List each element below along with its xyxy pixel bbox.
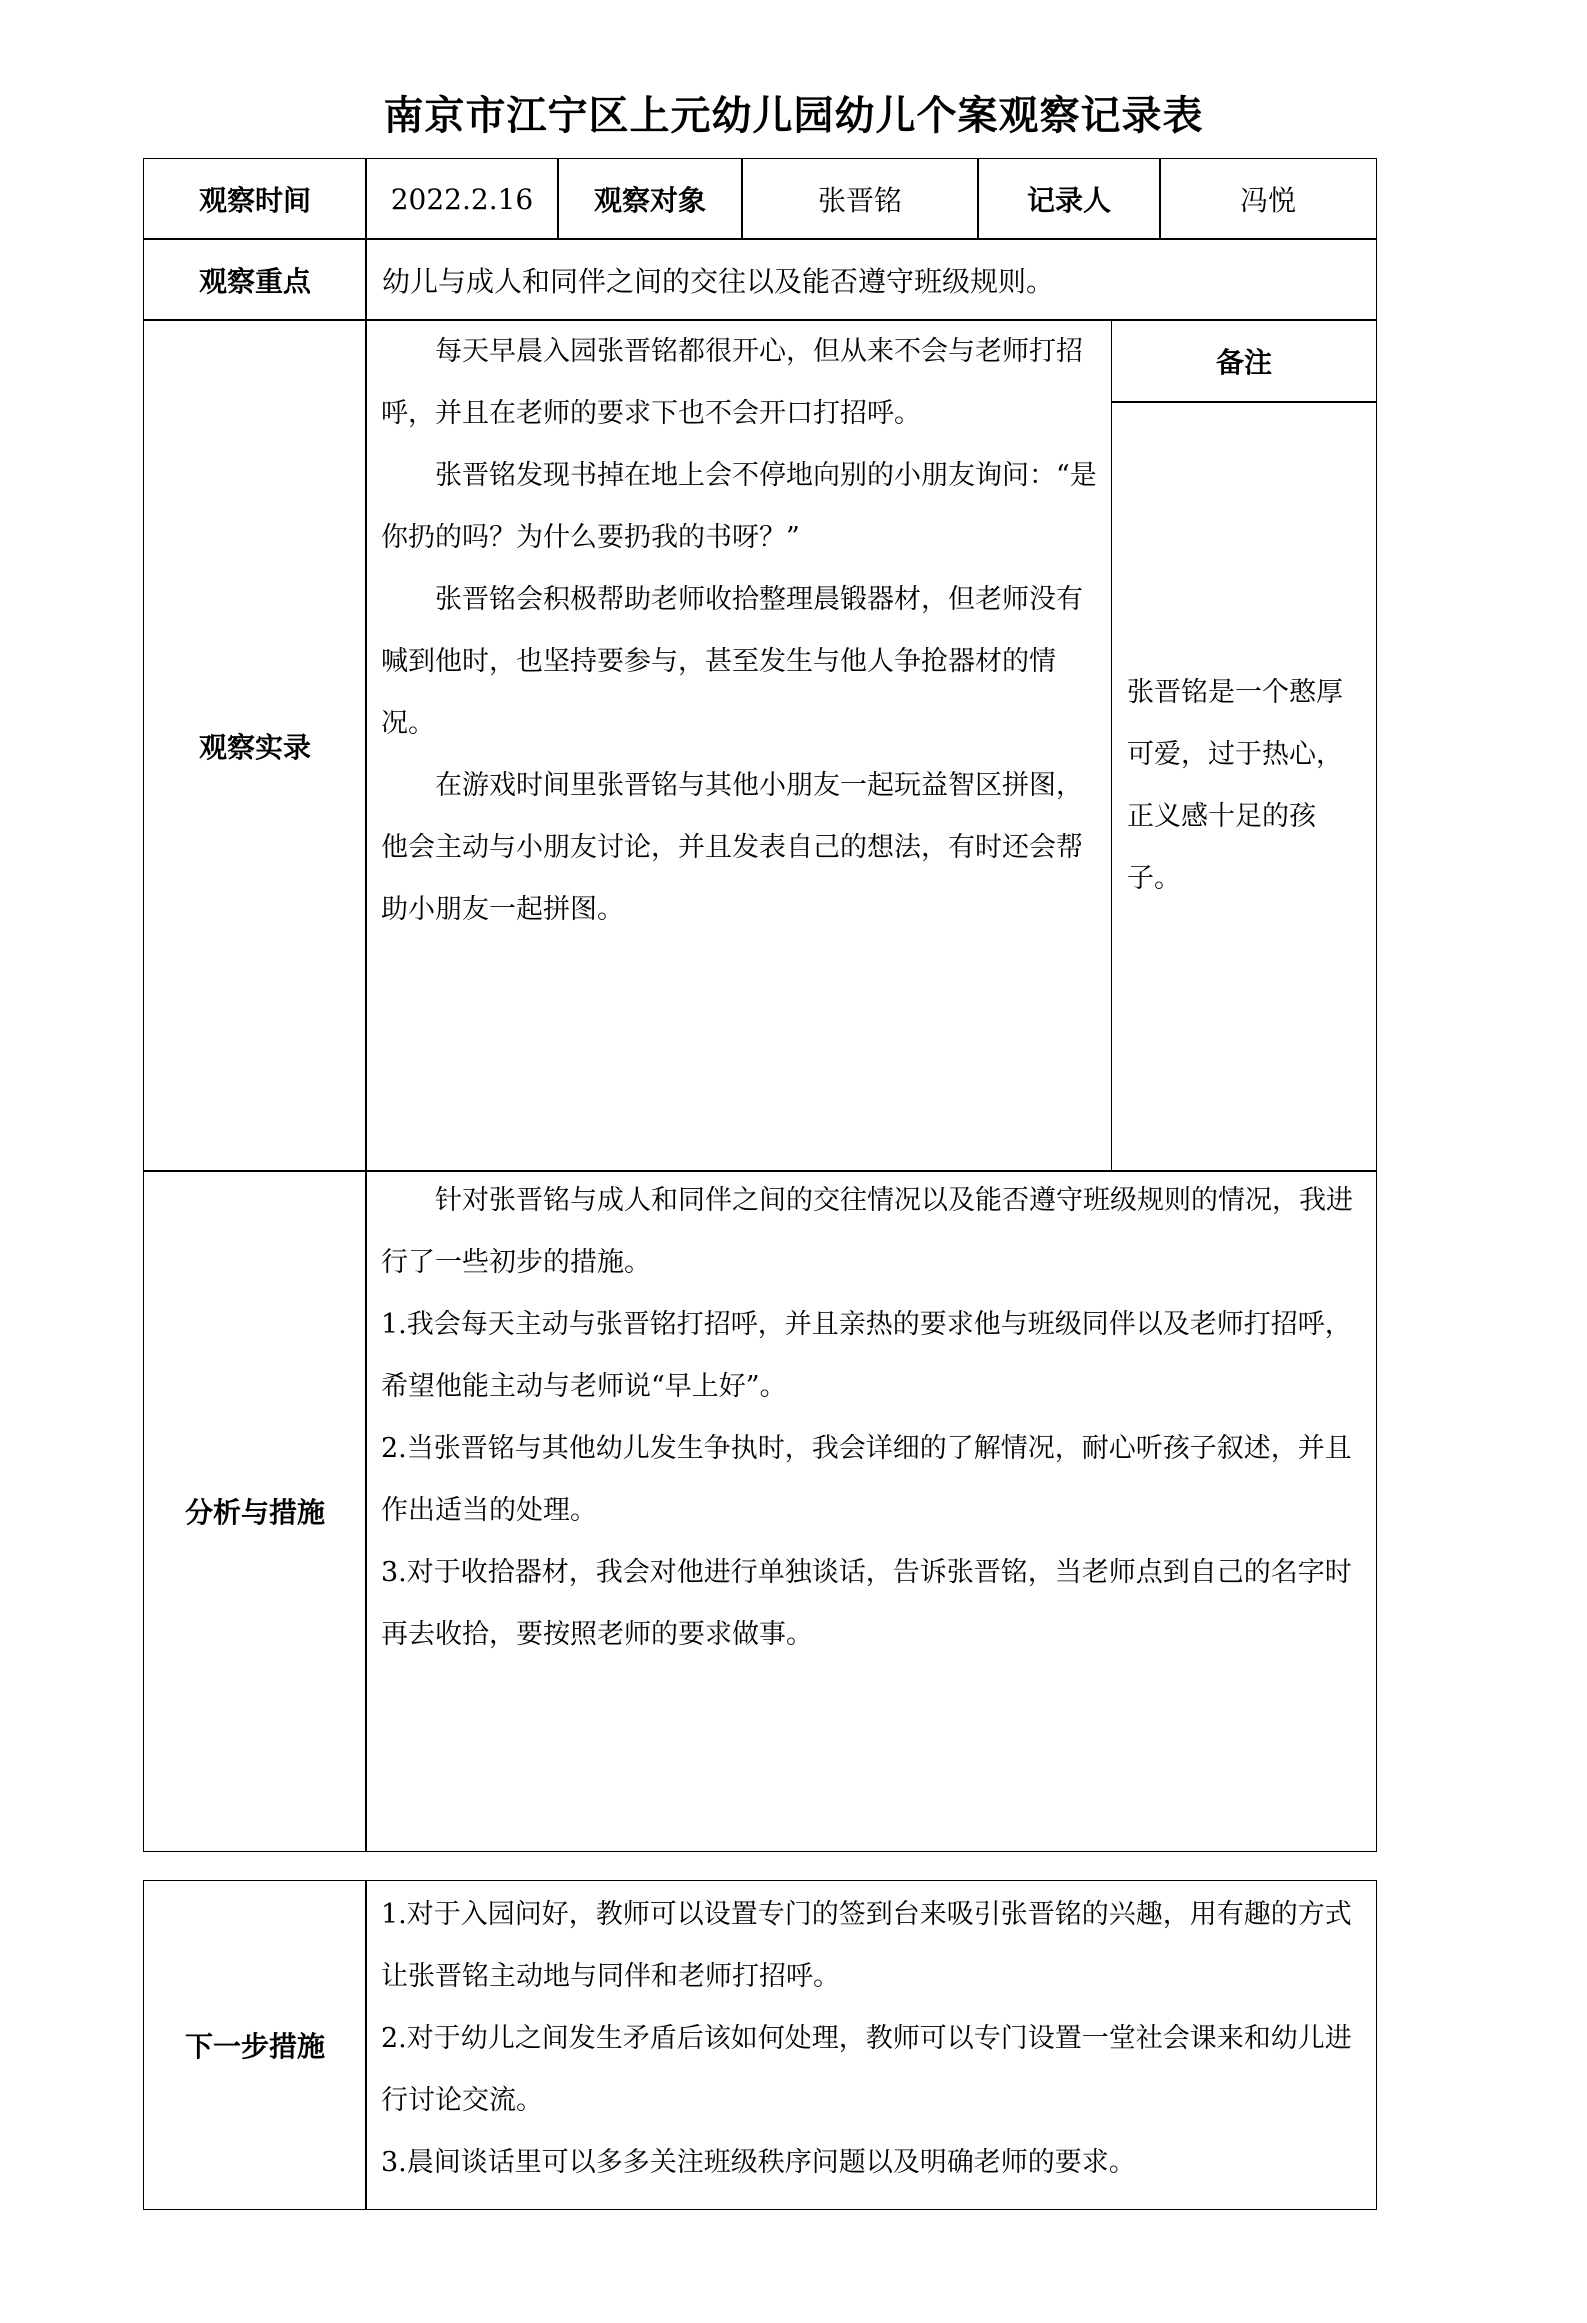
record-paragraph: 每天早晨入园张晋铭都很开心，但从来不会与老师打招呼，并且在老师的要求下也不会开口打招呼。 bbox=[381, 336, 1083, 429]
analysis-intro: 针对张晋铭与成人和同伴之间的交往情况以及能否遵守班级规则的情况，我进行了一些初步的措施。 bbox=[381, 1185, 1353, 1278]
remark-label: 备注 bbox=[1215, 346, 1272, 379]
record-paragraph: 在游戏时间里张晋铭与其他小朋友一起玩益智区拼图，他会主动与小朋友讨论，并且发表自己的想法，有时还会帮助小朋友一起拼图。 bbox=[381, 770, 1083, 925]
next-steps-text bbox=[381, 1884, 1363, 2194]
analysis-item: 1.我会每天主动与张晋铭打招呼，并且亲热的要求他与班级同伴以及老师打招呼，希望他能主动与老师说“早上好”。 bbox=[381, 1309, 1352, 1402]
focus-label: 观察重点 bbox=[198, 264, 311, 298]
focus-label-cell bbox=[143, 238, 367, 321]
record-paragraph: 张晋铭发现书掉在地上会不停地向别的小朋友询问：“是你扔的吗？为什么要扔我的书呀？” bbox=[381, 460, 1097, 553]
time-label-cell bbox=[143, 158, 367, 240]
time-value-cell bbox=[365, 158, 559, 240]
next-steps-label: 下一步措施 bbox=[184, 2030, 325, 2063]
recorder-value-cell bbox=[1159, 158, 1377, 240]
subject-label-cell bbox=[557, 158, 743, 240]
next-step-item: 2.对于幼儿之间发生矛盾后该如何处理，教师可以专门设置一堂社会课来和幼儿进行讨论交流。 bbox=[381, 2023, 1352, 2116]
recorder-label-cell bbox=[977, 158, 1161, 240]
record-paragraph: 张晋铭会积极帮助老师收拾整理晨锻器材，但老师没有喊到他时，也坚持要参与，甚至发生与他人争抢器材的情况。 bbox=[381, 584, 1083, 739]
subject-value-cell bbox=[741, 158, 979, 240]
page-title: 南京市江宁区上元幼儿园幼儿个案观察记录表 bbox=[383, 93, 1204, 139]
recorder-value: 冯悦 bbox=[1239, 184, 1296, 217]
focus-value: 幼儿与成人和同伴之间的交往以及能否遵守班级规则。 bbox=[382, 264, 1055, 298]
analysis-label-cell bbox=[143, 1170, 367, 1852]
analysis-label: 分析与措施 bbox=[184, 1496, 325, 1529]
time-value: 2022.2.16 bbox=[390, 182, 534, 216]
focus-value-cell bbox=[365, 238, 1377, 321]
subject-label: 观察对象 bbox=[593, 184, 706, 217]
remark-text bbox=[1127, 662, 1359, 910]
analysis-item: 3.对于收拾器材，我会对他进行单独谈话，告诉张晋铭，当老师点到自己的名字时再去收拾，要按照老师的要求做事。 bbox=[381, 1557, 1352, 1650]
next-step-item: 3.晨间谈话里可以多多关注班级秩序问题以及明确老师的要求。 bbox=[381, 2147, 1136, 2178]
record-label: 观察实录 bbox=[198, 730, 311, 764]
analysis-text bbox=[381, 1170, 1363, 1666]
record-text bbox=[381, 321, 1101, 941]
recorder-label: 记录人 bbox=[1026, 184, 1111, 217]
analysis-item: 2.当张晋铭与其他幼儿发生争执时，我会详细的了解情况，耐心听孩子叙述，并且作出适当的处理。 bbox=[381, 1433, 1352, 1526]
remark-paragraph: 张晋铭是一个憨厚可爱，过于热心，正义感十足的孩子。 bbox=[1127, 677, 1343, 894]
remark-label-cell bbox=[1111, 319, 1377, 403]
next-steps-label-cell bbox=[143, 1880, 367, 2210]
record-label-cell bbox=[143, 319, 367, 1172]
subject-value: 张晋铭 bbox=[817, 184, 902, 217]
next-step-item: 1.对于入园问好，教师可以设置专门的签到台来吸引张晋铭的兴趣，用有趣的方式让张晋铭主动地与同伴和老师打招呼。 bbox=[381, 1899, 1352, 1992]
time-label: 观察时间 bbox=[198, 184, 311, 217]
